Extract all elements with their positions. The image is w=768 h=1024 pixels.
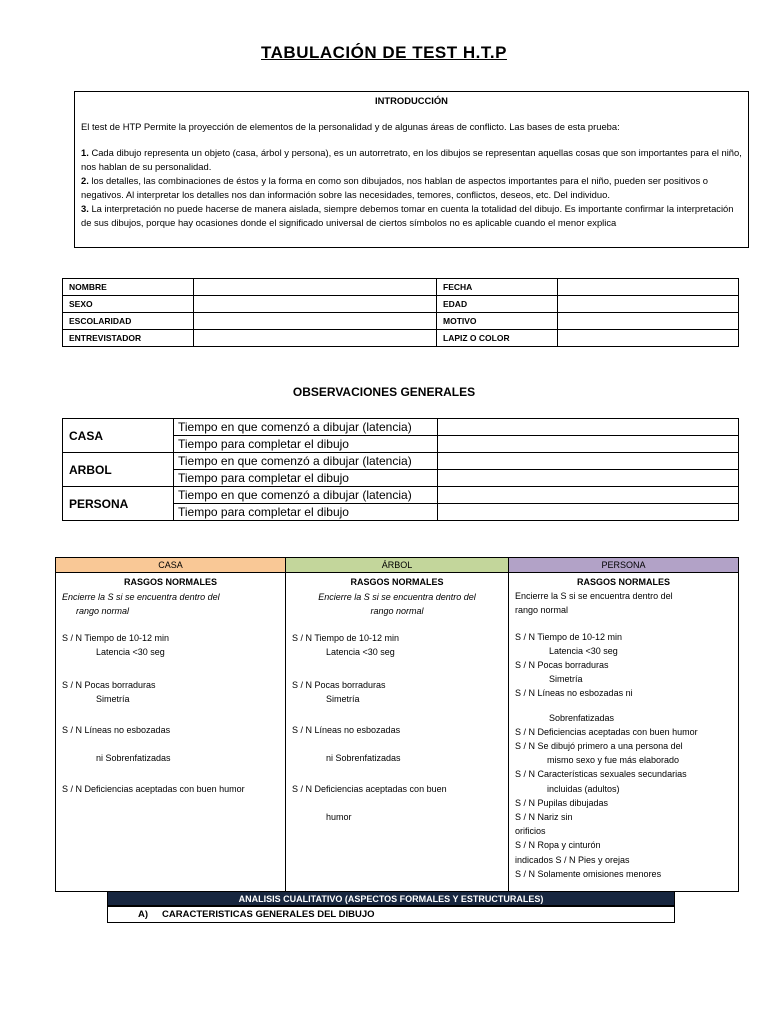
- item-line[interactable]: S / N Deficiencias aceptadas con buen: [292, 783, 447, 794]
- subtitle: RASGOS NORMALES: [350, 577, 444, 587]
- item-line[interactable]: S / N Deficiencias aceptadas con buen humor: [515, 726, 698, 737]
- intro-item-3: [81, 202, 742, 230]
- item-line: Simetría: [326, 694, 360, 704]
- table-row: [63, 330, 739, 347]
- item-line[interactable]: S / N Pocas borraduras: [515, 660, 609, 671]
- column-arbol: [286, 573, 509, 892]
- item-line[interactable]: S / N Pocas borraduras: [292, 679, 386, 690]
- answer-cell[interactable]: [438, 436, 739, 453]
- field-label: FECHA: [437, 279, 558, 296]
- item-line[interactable]: S / N Tiempo de 10-12 min: [515, 631, 623, 642]
- observaciones-title: OBSERVACIONES GENERALES: [292, 385, 476, 399]
- header-casa: CASA: [56, 558, 286, 573]
- item-line: ni Sobrenfatizadas: [96, 753, 171, 763]
- item-line[interactable]: S / N Líneas no esbozadas: [62, 724, 171, 735]
- group-label-persona: PERSONA: [63, 487, 174, 521]
- field-value-edad[interactable]: [558, 296, 739, 313]
- question-completar: Tiempo para completar el dibujo: [174, 470, 438, 487]
- table-row: [63, 453, 739, 470]
- table-row: [63, 279, 739, 296]
- table-row: [56, 573, 739, 892]
- table-row: [63, 487, 739, 504]
- item-line[interactable]: S / N Pocas borraduras: [62, 679, 156, 690]
- intro-item-text: los detalles, las combinaciones de éstos y la forma en como son dibujados, nos hablan de aspectos importantes para el niño, pueden ser positivos o negativos. Al interpretar los detalles nos dan información sobre las necesidades, temores, conflictos, deseos, etc. Del individuo.: [81, 175, 708, 200]
- field-label: NOMBRE: [63, 279, 194, 296]
- intro-item-text: Cada dibujo representa un objeto (casa, árbol y persona), es un autorretrato, en los dibujos se representan aquellas cosas que son importantes para el niño, nos hablan de su personalidad.: [81, 147, 742, 172]
- analisis-bar: ANALISIS CUALITATIVO (ASPECTOS FORMALES Y ESTRUCTURALES): [107, 891, 675, 906]
- item-line[interactable]: S / N Características sexuales secundarias: [515, 769, 687, 780]
- field-value-lapiz[interactable]: [558, 330, 739, 347]
- item-line: mismo sexo y fue más elaborado: [547, 755, 680, 766]
- info-table: [62, 278, 739, 347]
- table-row: [63, 313, 739, 330]
- item-line[interactable]: indicados S / N Pies y orejas: [515, 854, 630, 865]
- field-label: LAPIZ O COLOR: [437, 330, 558, 347]
- intro-item-2: [81, 174, 742, 202]
- instruction: rango normal: [515, 605, 569, 616]
- question-completar: Tiempo para completar el dibujo: [174, 436, 438, 453]
- answer-cell[interactable]: [438, 487, 739, 504]
- group-label-casa: CASA: [63, 419, 174, 453]
- field-label: ESCOLARIDAD: [63, 313, 194, 330]
- item-line[interactable]: S / N Ropa y cinturón: [515, 840, 601, 851]
- intro-paragraph: El test de HTP Permite la proyección de elementos de la personalidad y de algunas áreas de conflicto. Las bases de esta prueba:: [81, 121, 620, 132]
- field-value-sexo[interactable]: [194, 296, 437, 313]
- section-heading: [107, 906, 675, 923]
- column-casa: [56, 573, 286, 892]
- subtitle: RASGOS NORMALES: [576, 577, 670, 587]
- question-completar: Tiempo para completar el dibujo: [174, 504, 438, 521]
- instruction: Encierre la S si se encuentra dentro del: [62, 591, 220, 602]
- answer-cell[interactable]: [438, 504, 739, 521]
- table-row: [56, 558, 739, 573]
- field-label: SEXO: [63, 296, 194, 313]
- item-line: Simetría: [96, 694, 130, 704]
- field-label: EDAD: [437, 296, 558, 313]
- item-line: Simetría: [549, 674, 583, 685]
- item-line[interactable]: S / N Líneas no esbozadas: [292, 724, 401, 735]
- item-line[interactable]: S / N Solamente omisiones menores: [515, 868, 662, 879]
- item-line[interactable]: S / N Pupilas dibujadas: [515, 797, 609, 808]
- intro-item-number: 2.: [81, 175, 89, 186]
- field-label: ENTREVISTADOR: [63, 330, 194, 347]
- section-title: CARACTERISTICAS GENERALES DEL DIBUJO: [162, 909, 375, 920]
- item-line: Latencia <30 seg: [326, 647, 395, 657]
- item-line: orificios: [515, 826, 546, 837]
- subtitle: RASGOS NORMALES: [123, 577, 217, 587]
- group-label-arbol: ARBOL: [63, 453, 174, 487]
- intro-item-number: 1.: [81, 147, 89, 158]
- intro-item-1: [81, 146, 742, 174]
- item-line[interactable]: S / N Tiempo de 10-12 min: [62, 632, 170, 643]
- answer-cell[interactable]: [438, 453, 739, 470]
- page-title: TABULACIÓN DE TEST H.T.P: [261, 43, 507, 62]
- item-line[interactable]: S / N Se dibujó primero a una persona del: [515, 741, 683, 752]
- observaciones-table: [62, 418, 739, 521]
- field-value-entrevistador[interactable]: [194, 330, 437, 347]
- instruction: rango normal: [76, 606, 130, 616]
- field-value-nombre[interactable]: [194, 279, 437, 296]
- item-line: Sobrenfatizadas: [549, 712, 615, 723]
- item-line: Latencia <30 seg: [549, 645, 618, 656]
- rasgos-table: [55, 557, 739, 892]
- column-persona: [509, 573, 739, 892]
- answer-cell[interactable]: [438, 419, 739, 436]
- section-letter: A): [138, 909, 149, 920]
- intro-item-number: 3.: [81, 203, 89, 214]
- item-line: Latencia <30 seg: [96, 647, 165, 657]
- item-line[interactable]: S / N Tiempo de 10-12 min: [292, 632, 400, 643]
- instruction: Encierre la S si se encuentra dentro del: [318, 591, 476, 602]
- field-value-motivo[interactable]: [558, 313, 739, 330]
- intro-heading: INTRODUCCIÓN: [375, 95, 448, 106]
- item-line: incluidas (adultos): [547, 783, 620, 794]
- item-line: ni Sobrenfatizadas: [326, 753, 401, 763]
- instruction: Encierre la S si se encuentra dentro del: [515, 591, 673, 602]
- field-value-fecha[interactable]: [558, 279, 739, 296]
- table-row: [63, 419, 739, 436]
- item-line[interactable]: S / N Líneas no esbozadas ni: [515, 688, 633, 699]
- field-label: MOTIVO: [437, 313, 558, 330]
- header-arbol: ÁRBOL: [286, 558, 509, 573]
- question-latencia: Tiempo en que comenzó a dibujar (latencia): [174, 419, 438, 436]
- answer-cell[interactable]: [438, 470, 739, 487]
- item-line[interactable]: S / N Nariz sin: [515, 812, 573, 823]
- item-line: humor: [326, 812, 352, 822]
- question-latencia: Tiempo en que comenzó a dibujar (latencia): [174, 453, 438, 470]
- field-value-escolaridad[interactable]: [194, 313, 437, 330]
- intro-box: [74, 91, 749, 248]
- question-latencia: Tiempo en que comenzó a dibujar (latencia): [174, 487, 438, 504]
- item-line[interactable]: S / N Deficiencias aceptadas con buen humor: [62, 783, 245, 794]
- intro-item-text: La interpretación no puede hacerse de manera aislada, siempre debemos tomar en cuenta la totalidad del dibujo. Es importante confirmar la interpretación de sus dibujos, porque hay ocasiones donde el significado universal de ciertos símbolos no es aplicable cuando el menor explica: [81, 203, 734, 228]
- instruction: rango normal: [370, 606, 424, 616]
- header-persona: PERSONA: [509, 558, 739, 573]
- table-row: [63, 296, 739, 313]
